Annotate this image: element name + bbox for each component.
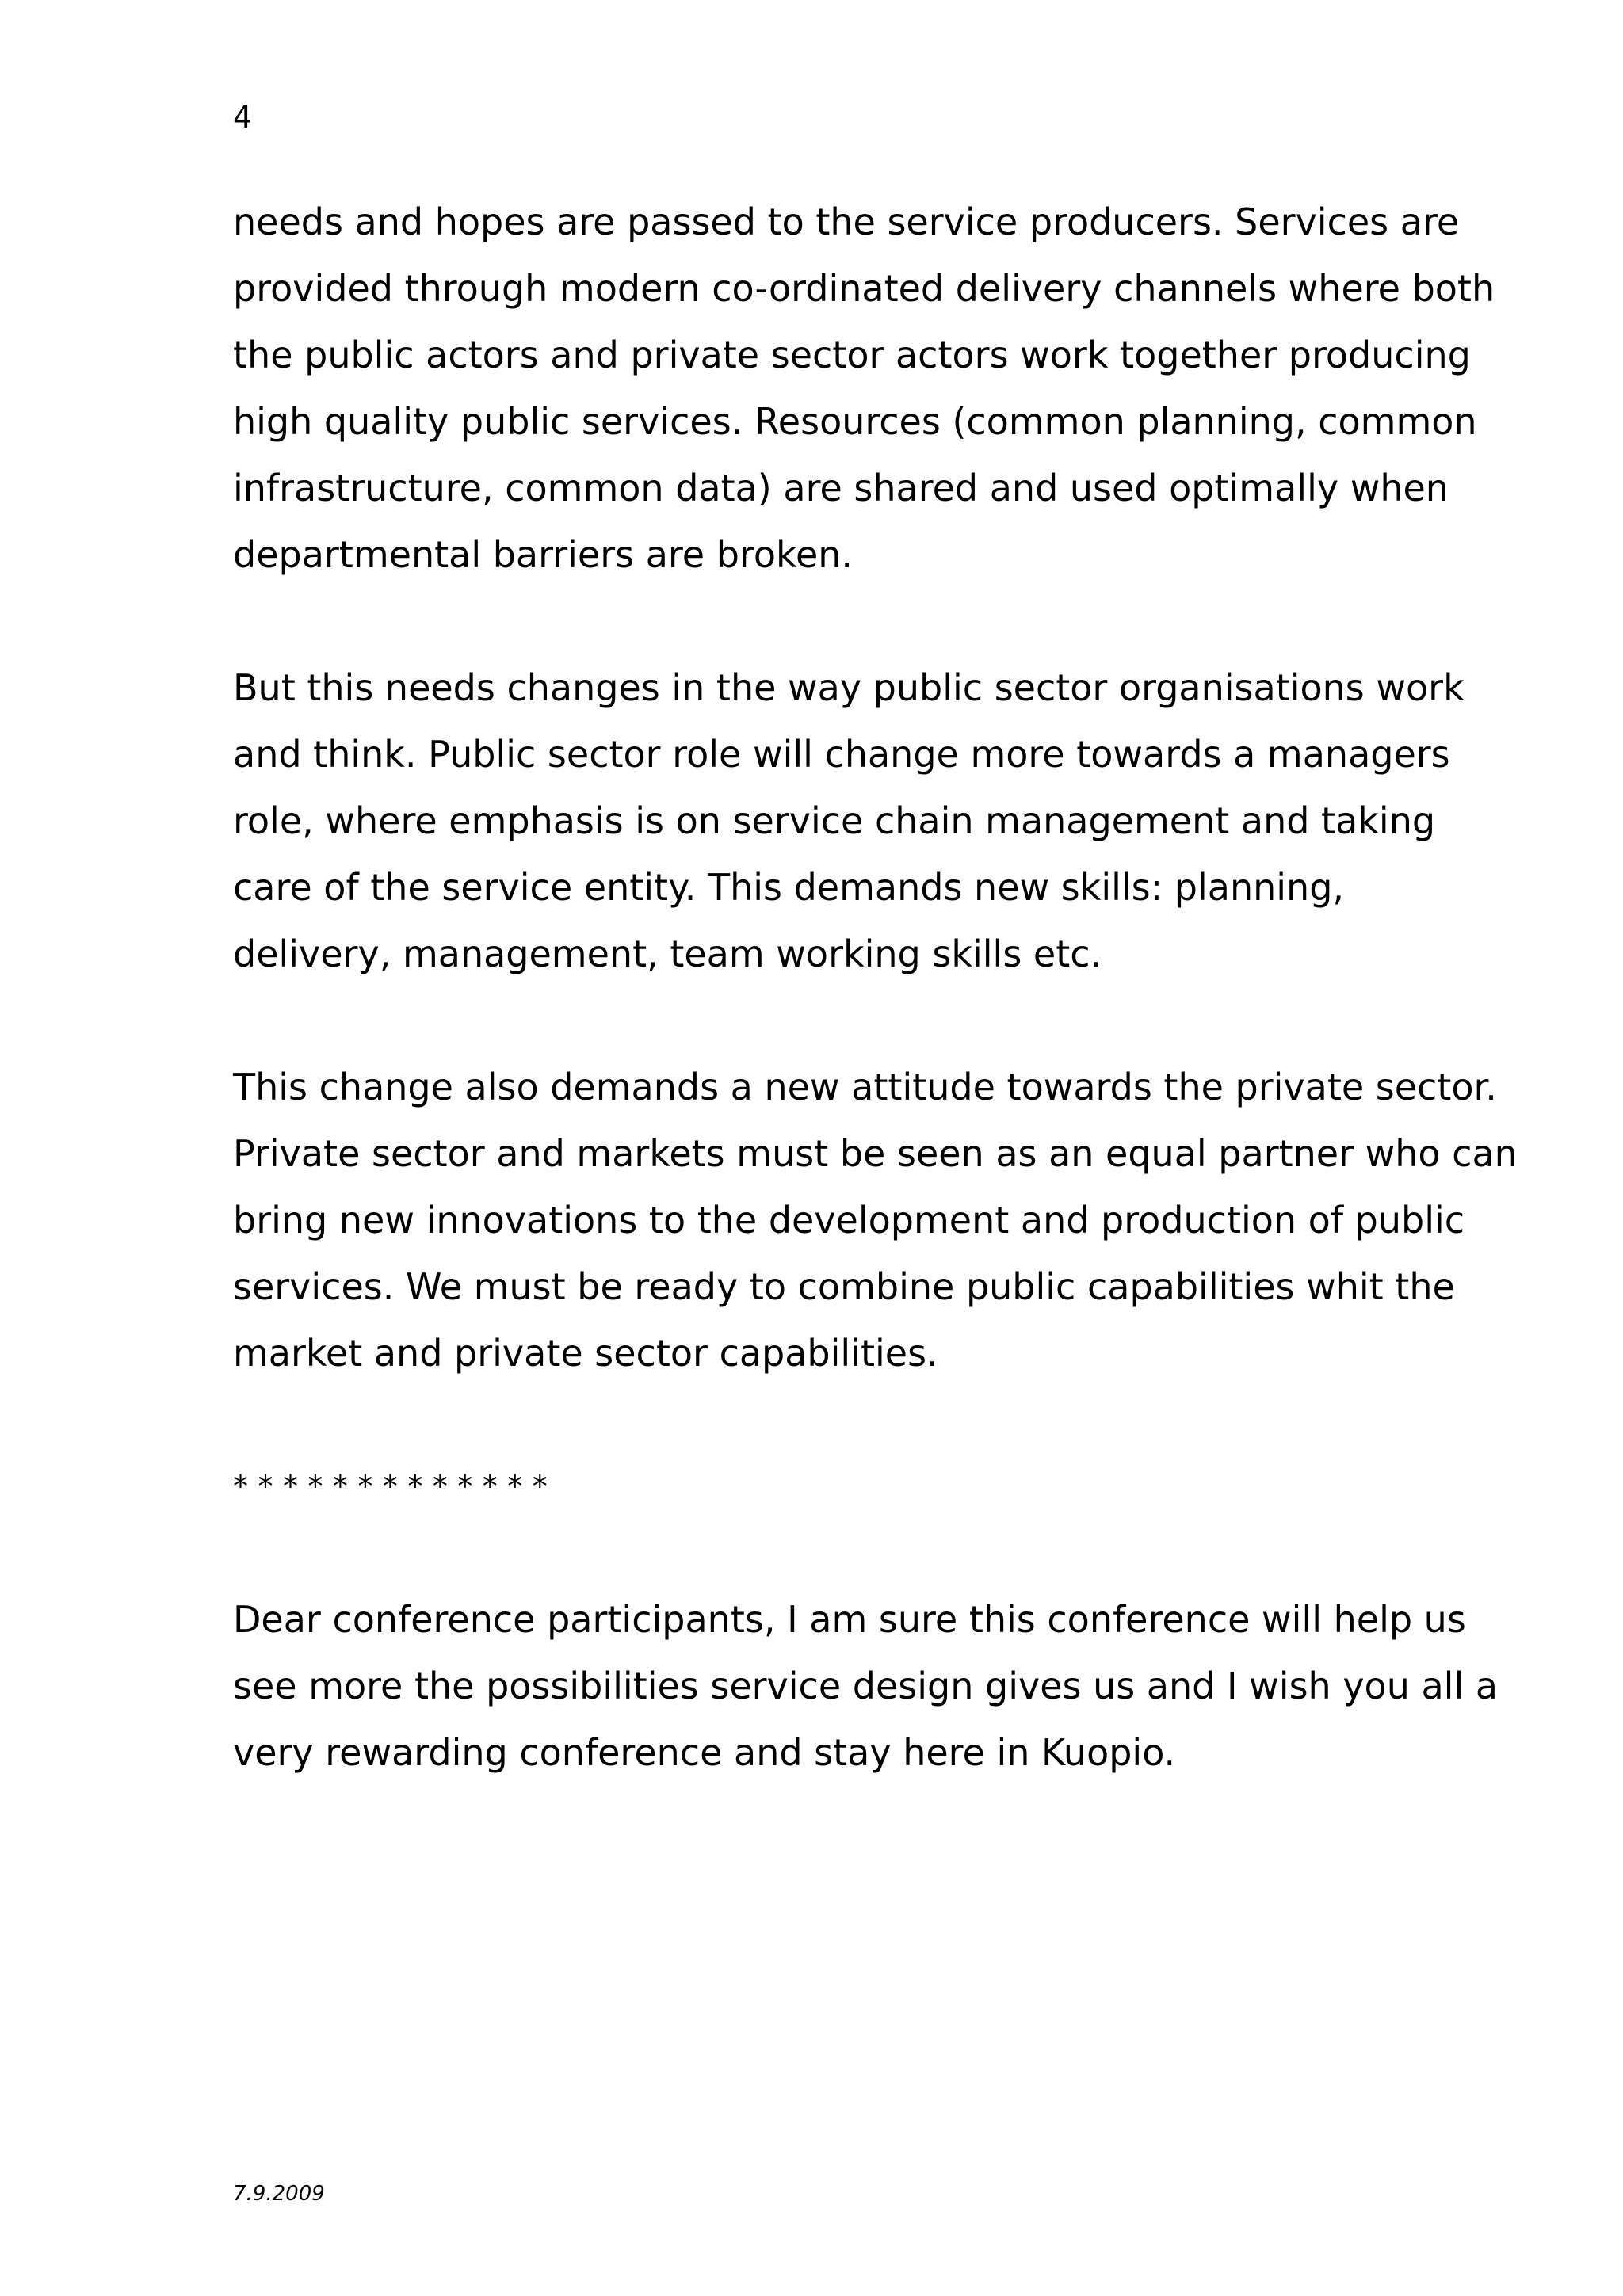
closing-paragraph <box>233 1586 1499 1786</box>
text-line: see more the possibilities service design gives us and I wish you all a <box>233 1665 1499 1707</box>
document-body <box>233 189 1518 1786</box>
paragraph-spacer <box>233 1386 1469 1453</box>
paragraph <box>233 189 1495 588</box>
text-line: role, where emphasis is on service chain management and taking <box>233 799 1436 842</box>
section-separator: * * * * * * * * * * * * * <box>233 1469 548 1504</box>
paragraph-spacer <box>233 1520 1469 1586</box>
text-line: the public actors and private sector actors work together producing <box>233 334 1471 376</box>
paragraph-spacer <box>233 987 1469 1054</box>
paragraph <box>233 654 1469 987</box>
text-line: provided through modern co-ordinated delivery channels where both <box>233 267 1495 310</box>
text-line: But this needs changes in the way public sector organisations work <box>233 666 1465 709</box>
text-line: and think. Public sector role will change more towards a managers <box>233 733 1450 776</box>
paragraph <box>233 1054 1518 1386</box>
text-line: very rewarding conference and stay here in Kuopio. <box>233 1731 1176 1774</box>
text-line: Private sector and markets must be seen as an equal partner who can <box>233 1132 1518 1175</box>
text-line: care of the service entity. This demands new skills: planning, <box>233 866 1345 909</box>
text-line: services. We must be ready to combine public capabilities whit the <box>233 1265 1455 1308</box>
paragraph-spacer <box>233 588 1469 654</box>
text-line: delivery, management, team working skills etc. <box>233 933 1102 975</box>
text-line: needs and hopes are passed to the service producers. Services are <box>233 200 1460 243</box>
text-line: departmental barriers are broken. <box>233 533 854 576</box>
text-line: Dear conference participants, I am sure this conference will help us <box>233 1598 1466 1641</box>
text-line: high quality public services. Resources (common planning, common <box>233 400 1477 443</box>
text-line: bring new innovations to the development and production of public <box>233 1199 1465 1241</box>
text-line: This change also demands a new attitude towards the private sector. <box>233 1066 1497 1108</box>
text-line: market and private sector capabilities. <box>233 1332 938 1375</box>
page-number: 4 <box>233 100 253 135</box>
footer-date: 7.9.2009 <box>233 2182 325 2206</box>
text-line: infrastructure, common data) are shared and used optimally when <box>233 467 1449 509</box>
